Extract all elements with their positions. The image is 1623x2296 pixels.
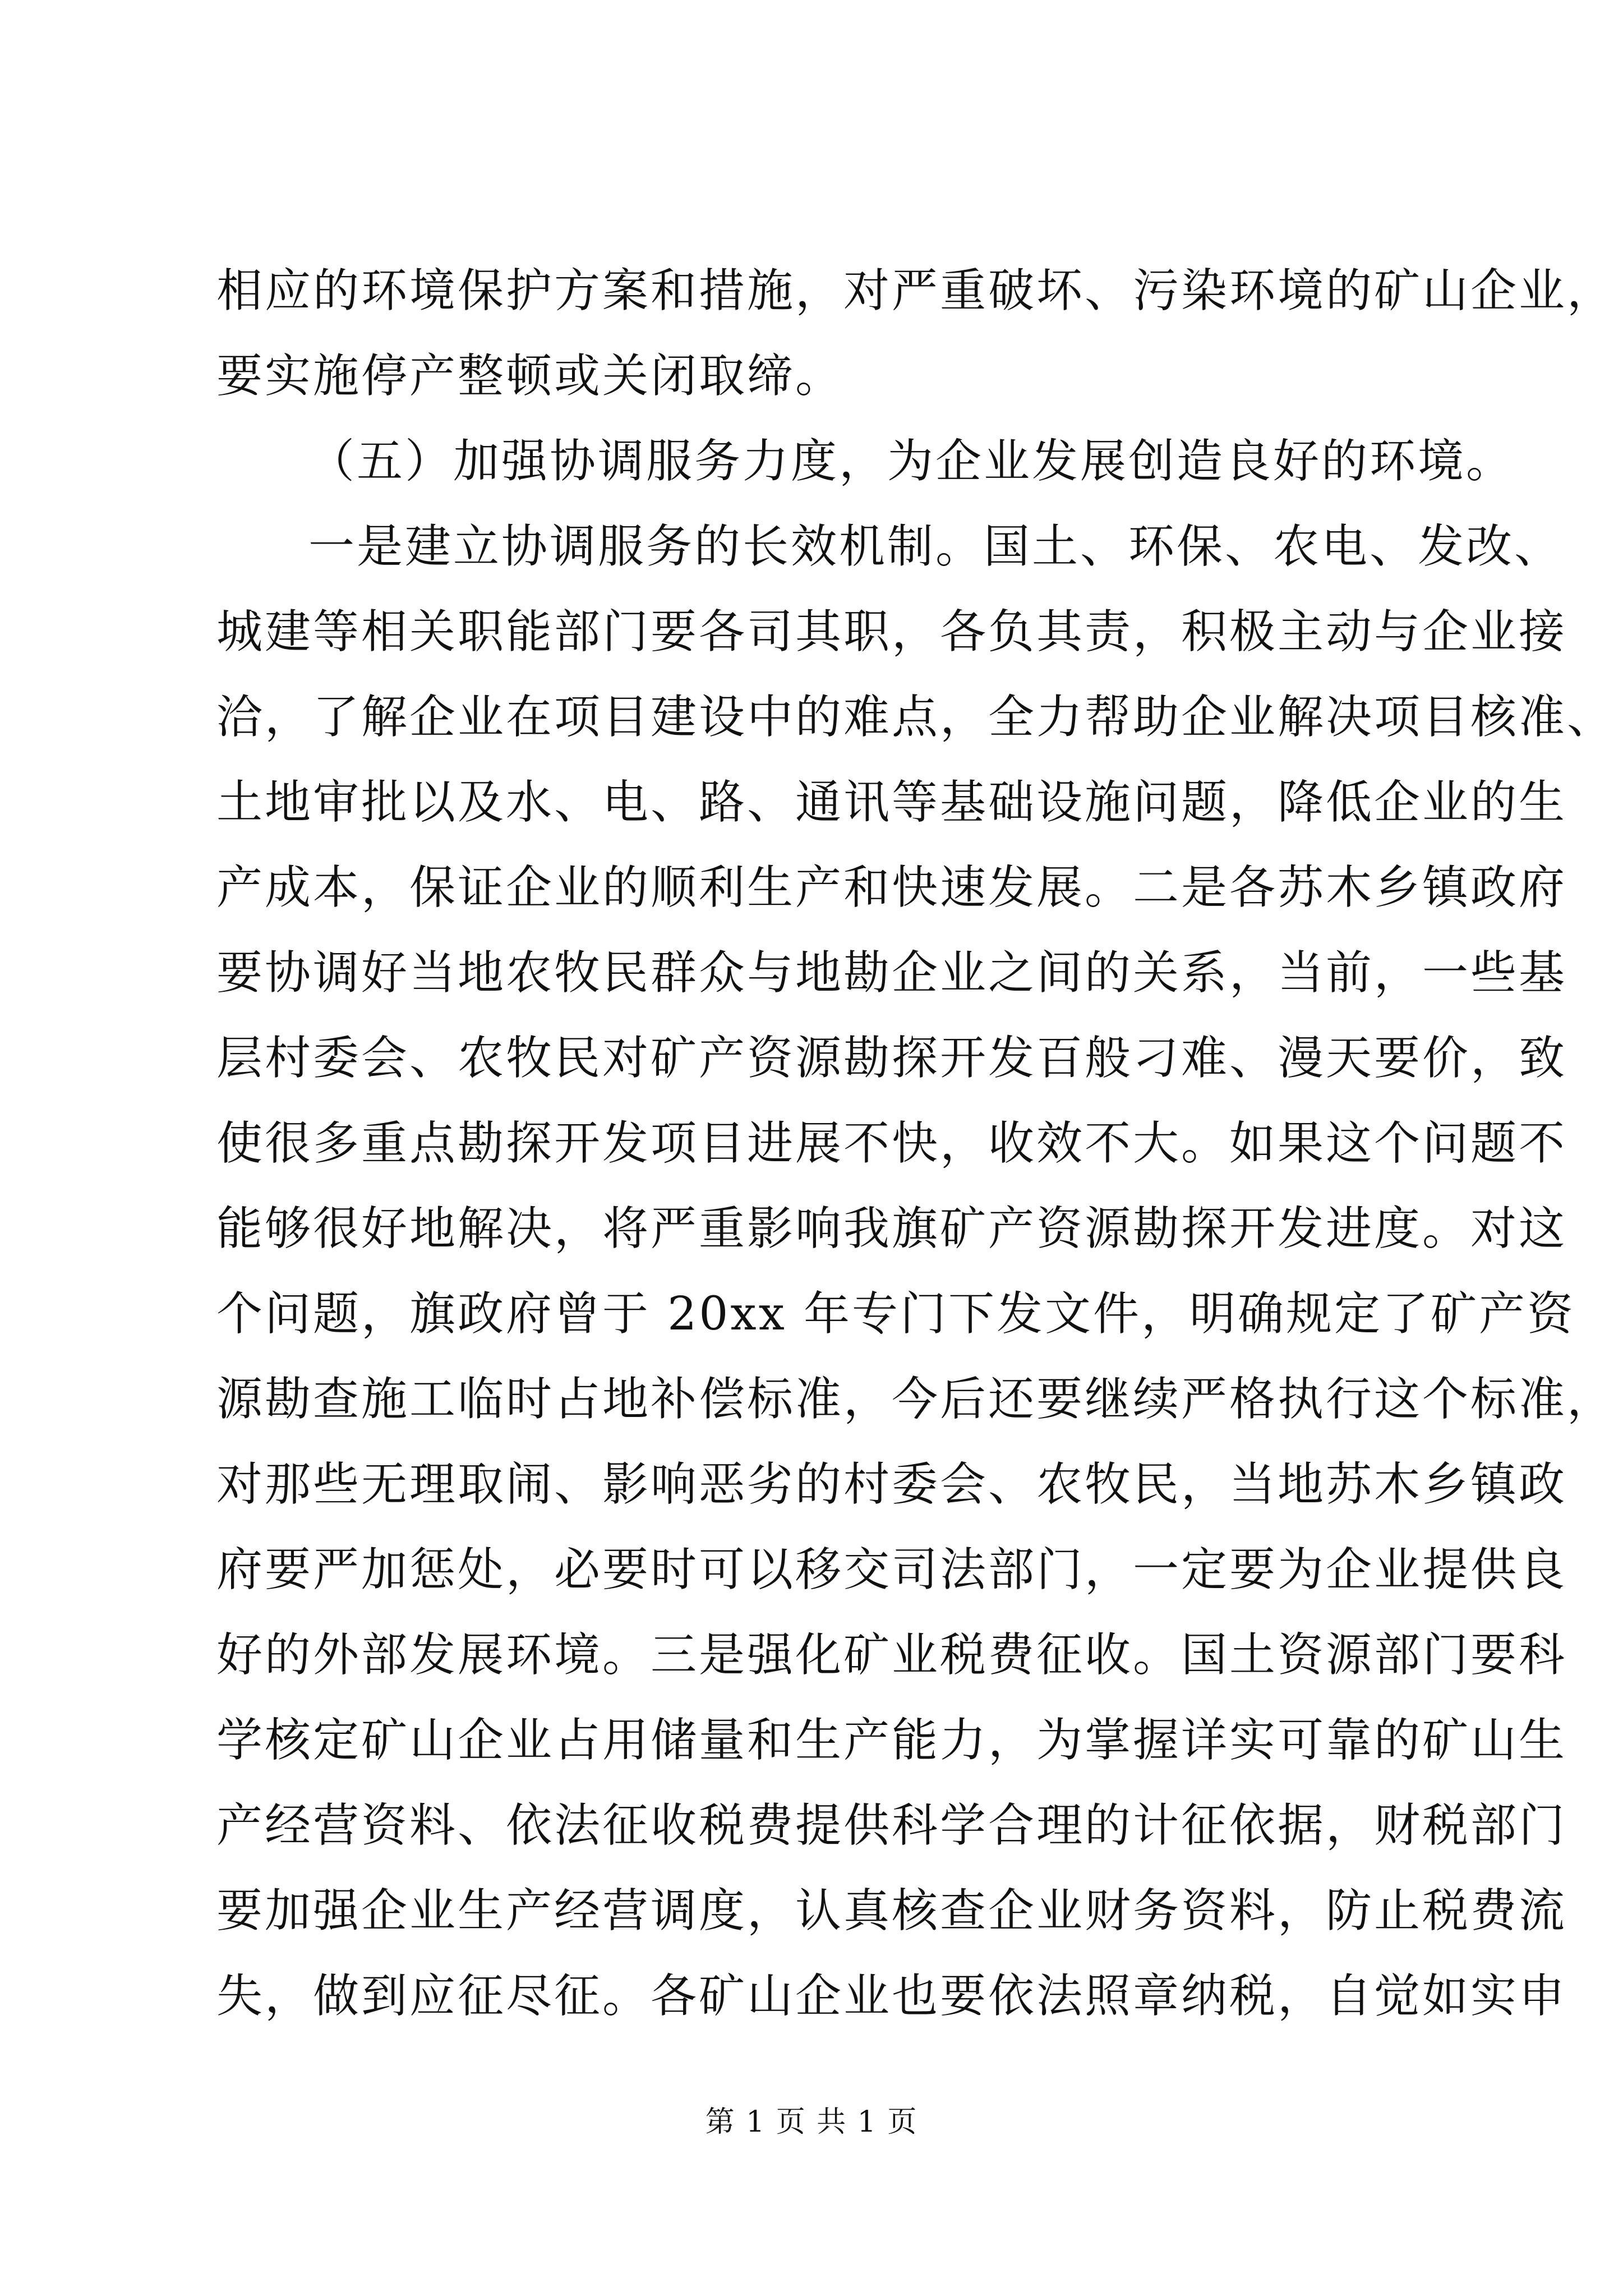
text-line: 产经营资料、依法征收税费提供科学合理的计征依据，财税部门 [216,1799,1567,1852]
text-line: 对那些无理取闹、影响恶劣的村委会、农牧民，当地苏木乡镇政 [216,1458,1567,1511]
body-text [216,249,1616,2039]
text-line: 个问题，旗政府曾于 20xx 年专门下发文件，明确规定了矿产资 [216,1287,1575,1341]
text-line: 洽，了解企业在项目建设中的难点，全力帮助企业解决项目核准、 [216,691,1616,744]
text-line: 层村委会、农牧民对矿产资源勘探开发百般刁难、漫天要价，致 [216,1032,1567,1085]
text-line: 产成本，保证企业的顺利生产和快速发展。二是各苏木乡镇政府 [216,861,1567,914]
section-heading: （五）加强协调服务力度，为企业发展创造良好的环境。 [308,435,1515,488]
text-line: 源勘查施工临时占地补偿标准，今后还要继续严格执行这个标准， [216,1373,1616,1426]
page-number-footer: 第 1 页 共 1 页 [705,2105,918,2139]
text-line: 要协调好当地农牧民群众与地勘企业之间的关系，当前，一些基 [216,946,1567,1000]
text-line: 要加强企业生产经营调度，认真核查企业财务资料，防止税费流 [216,1884,1567,1938]
text-line: 失，做到应征尽征。各矿山企业也要依法照章纳税，自觉如实申 [216,1970,1567,2023]
text-line: 相应的环境保护方案和措施，对严重破坏、污染环境的矿山企业， [216,264,1616,318]
text-line: 府要严加惩处，必要时可以移交司法部门，一定要为企业提供良 [216,1543,1567,1596]
paragraph-first-line: 一是建立协调服务的长效机制。国土、环保、农电、发改、 [308,520,1563,573]
text-line: 要实施停产整顿或关闭取缔。 [216,349,844,403]
text-line: 使很多重点勘探开发项目进展不快，收效不大。如果这个问题不 [216,1117,1567,1170]
text-line: 能够很好地解决，将严重影响我旗矿产资源勘探开发进度。对这 [216,1202,1567,1255]
text-line: 土地审批以及水、电、路、通讯等基础设施问题，降低企业的生 [216,776,1567,829]
text-line: 好的外部发展环境。三是强化矿业税费征收。国土资源部门要科 [216,1628,1567,1682]
text-line: 学核定矿山企业占用储量和生产能力，为掌握详实可靠的矿山生 [216,1714,1567,1767]
text-line: 城建等相关职能部门要各司其职，各负其责，积极主动与企业接 [216,605,1567,659]
